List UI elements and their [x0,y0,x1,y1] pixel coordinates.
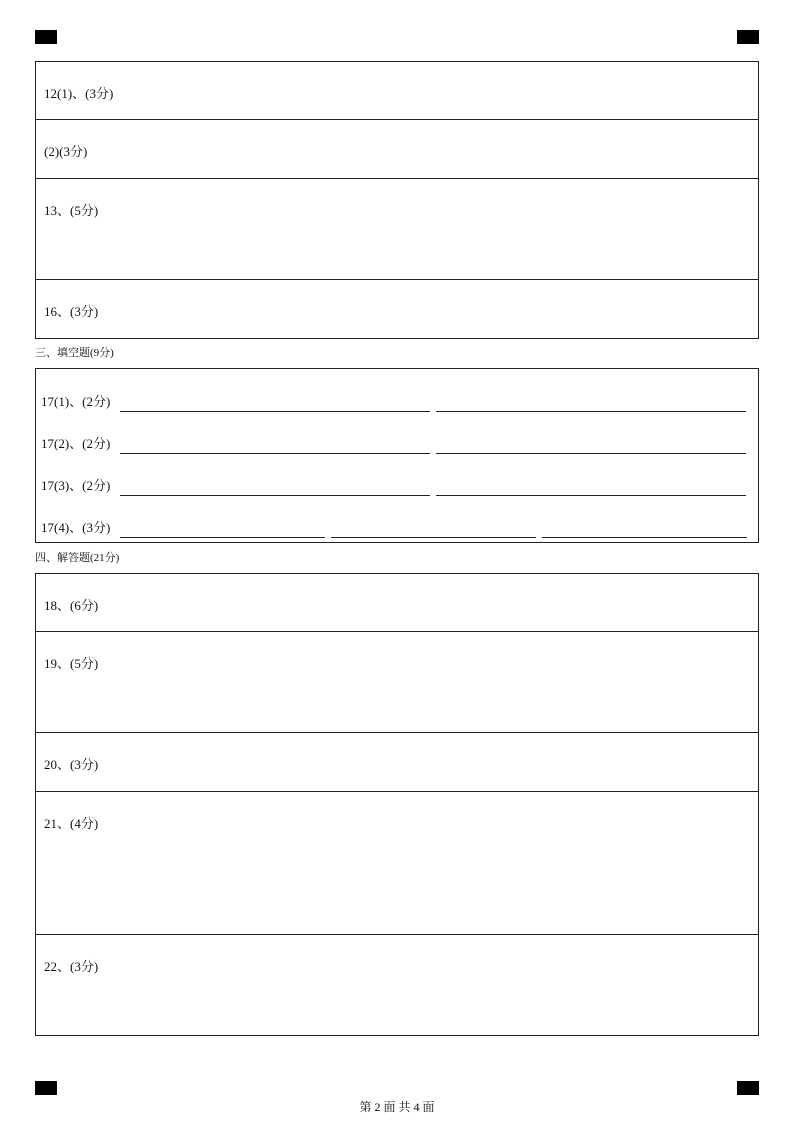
question-label-13: 13、(5分) [44,203,99,218]
question-label-17-3: 17(3)、(2分) [41,478,111,493]
question-label-17-2: 17(2)、(2分) [41,436,111,451]
answer-area-12-2[interactable] [36,120,758,179]
answer-box-18-22 [35,573,759,1036]
corner-marker-top-left [35,30,57,44]
answer-area-13[interactable] [36,179,758,280]
question-label-19: 19、(5分) [44,656,99,671]
blank-17-3-a[interactable] [120,495,430,496]
blank-17-4-b[interactable] [331,537,536,538]
corner-marker-bottom-right [737,1081,759,1095]
fill-row-17-3 [36,476,758,496]
corner-marker-bottom-left [35,1081,57,1095]
answer-area-21[interactable] [36,792,758,935]
corner-marker-top-right [737,30,759,44]
blank-17-4-a[interactable] [120,537,325,538]
answer-box-12-16 [35,61,759,339]
blank-17-2-a[interactable] [120,453,430,454]
answer-area-20[interactable] [36,733,758,792]
answer-area-22[interactable] [36,935,758,1035]
blank-17-4-c[interactable] [542,537,747,538]
blank-17-3-b[interactable] [436,495,746,496]
question-label-22: 22、(3分) [44,959,99,974]
blank-17-2-b[interactable] [436,453,746,454]
section-title-fill-blanks: 三、填空题(9分) [35,347,114,359]
question-label-21: 21、(4分) [44,816,99,831]
question-label-17-4: 17(4)、(3分) [41,520,111,535]
question-label-17-1: 17(1)、(2分) [41,394,111,409]
page-number-footer: 第 2 面 共 4 面 [359,1100,435,1114]
fill-row-17-1 [36,392,758,412]
fill-blank-box [35,368,759,543]
fill-row-17-4 [36,518,758,538]
question-label-16: 16、(3分) [44,304,99,319]
answer-area-19[interactable] [36,632,758,733]
blank-17-1-b[interactable] [436,411,746,412]
blank-17-1-a[interactable] [120,411,430,412]
answer-area-18[interactable] [36,574,758,632]
answer-area-16[interactable] [36,280,758,338]
fill-row-17-2 [36,434,758,454]
question-label-12-2: (2)(3分) [44,144,88,159]
question-label-18: 18、(6分) [44,598,99,613]
section-title-answer-questions: 四、解答题(21分) [35,552,120,564]
answer-area-12-1[interactable] [36,62,758,120]
question-label-20: 20、(3分) [44,757,99,772]
question-label-12-1: 12(1)、(3分) [44,86,114,101]
